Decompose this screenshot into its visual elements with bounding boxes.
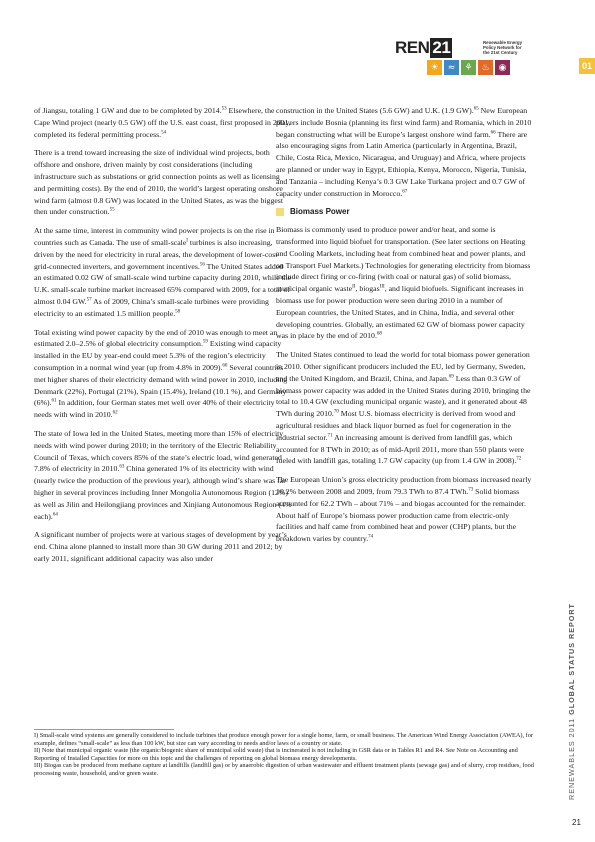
- logo-number: 21: [432, 38, 451, 57]
- logo-wordmark: [395, 38, 452, 58]
- page-number: 21: [572, 818, 581, 827]
- logo-word: REN: [395, 38, 430, 57]
- section-heading: [276, 206, 534, 218]
- logo-icons: [427, 60, 510, 75]
- report-title-vertical: RENEWABLES 2011 GLOBAL STATUS REPORT: [567, 603, 576, 800]
- chapter-tab: 01: [579, 58, 595, 74]
- paragraph: At the same time, interest in community wind power projects is on the rise in countries such as Canada. The use of small-scale$^I$ turbines is also increasing, driven by the need for electricity in rural areas, the development of lower-cost grid-connected inverters, and government incentives.$^{56}$ The United States added an estimated 0.02 GW of small-scale wind turbine capacity during 2010, while the U.K. small-scale turbine market increased 65% compared with 2009, for a total of almost 0.04 GW.$^{57}$ As of 2009, China’s small-scale turbines were providing electricity to an estimated 1.5 million people.$^{58}$: [34, 226, 292, 318]
- footnote-divider: [34, 729, 174, 730]
- footnote: III) Biogas can be produced from methane capture at landfills (landfill gas) or by anaerobic digestion of urban wastewater and effluent treatment plants (sewage gas) and of slurry, crop residues, food processing waste, household, and/or green waste.: [34, 762, 534, 777]
- right-column: [276, 105, 534, 552]
- ren21-logo: [395, 38, 525, 82]
- sun-icon: ☀: [427, 60, 442, 75]
- left-column: [34, 105, 292, 572]
- footnotes: [34, 732, 539, 778]
- wind-icon: ⚘: [461, 60, 476, 75]
- paragraph: There is a trend toward increasing the size of individual wind projects, both offshore and onshore, driven mainly by cost considerations (including infrastructure such as substations or grid connection points as well as licensing and permitting costs). By the end of 2010, the world’s largest operating onshore wind farm (almost 0.8 GW) was located in the United States, as was the biggest then under construction.$^{55}$: [34, 148, 284, 217]
- paragraph: of Jiangsu, totaling 1 GW and due to be completed by 2014.53 Elsewhere, the Cape Wind project (nearly 0.5 GW) off the U.S. east coast, first proposed in 2001, completed its federal permitting process.$^{54}$: [34, 106, 291, 139]
- paragraph: Total existing wind power capacity by the end of 2010 was enough to meet an estimated 2.0–2.5% of global electricity consumption.$^{59}$ Existing wind capacity installed in the EU by year-end could meet 5.3% of the region’s electricity consumption in a normal wind year (up from 4.8% in 2009).$^{60}$ Several countries met higher shares of their electricity demand with wind power in 2010, including Denmark (22%), Portugal (21%), Spain (15.4%), Ireland (10.1 %), and Germany (6%).$^{61}$ In addition, four German states met well over 40% of their electricity needs with wind in 2010.62: [34, 327, 288, 420]
- biomass-icon: ♨: [478, 60, 493, 75]
- footnote: I) Small-scale wind systems are generally considered to include turbines that produce enough power for a single home, farm, or small business. The American Wind Energy Association (AWEA), for example, defines “small-scale” as less than 100 kW, but size can vary according to needs and/or laws of a country or state.: [34, 732, 534, 747]
- section-title: Biomass Power: [290, 207, 350, 217]
- paragraph: A significant number of projects were at various stages of development by year’s end. China alone planned to install more than 30 GW during 2011 and 2012; by early 2011, significant additional capacity was also under: [34, 530, 287, 563]
- geothermal-icon: ◉: [495, 60, 510, 75]
- logo-tagline: Renewable Energy Policy Network for the 21st Century: [483, 40, 523, 55]
- section-marker-icon: [276, 208, 284, 216]
- footnote: II) Note that municipal organic waste (the organic/biogenic share of municipal solid waste) that is incinerated is not including in GSR data or in Tables R1 and R4. See Note on Accounting and Reporting of Installed Capacities for more on this topic and the challenges of reporting on global biomass energy developments.: [34, 747, 518, 762]
- paragraph: The European Union’s gross electricity production from biomass increased nearly 10.2% between 2008 and 2009, from 79.3 TWh to 87.4 TWh.$^{73}$ Solid biomass accounted for 62.2 TWh – about 71% – and biogas accounted for the remainder. About half of Europe’s biomass power production came from electric-only facilities and half came from combined heat and power (CHP) plants, but the breakdown varies by country.$^{74}$: [276, 475, 532, 544]
- paragraph: Biomass is commonly used to produce power and/or heat, and some is transformed into liquid biofuel for transportation. (See later sections on Heating and Cooling Markets, including heat from combined heat and power plants, and on Transport Fuel Markets.) Technologies for generating electricity from biomass include direct firing or co-firing (with coal or natural gas) of solid biomass, municipal organic waste$^{II}$, biogas$^{III}$, and liquid biofuels. Significant increases in biomass use for power production were seen during 2010 in a number of European countries, the United States, and in China, India, and several other developing countries. Globally, an estimated 62 GW of biomass power capacity was in place by the end of 2010.68: [276, 225, 531, 341]
- paragraph: construction in the United States (5.6 GW) and U.K. (1.9 GW).$^{65}$ New European players include Bosnia (planning its first wind farm) and Romania, which in 2010 began constructing what will be Europe’s largest onshore wind farm.$^{66}$ There are also encouraging signs from Latin America (particularly in Argentina, Brazil, Chile, Costa Rica, Mexico, Nicaragua, and Uruguay) and Africa, where projects are planned or under way in Egypt, Ethiopia, Kenya, Morocco, Nigeria, Tunisia, and Tanzania – including Kenya’s 0.3 GW Lake Turkana project and 0.7 GW of capacity under construction in Morocco.$^{67}$: [276, 106, 532, 198]
- water-icon: ≈: [444, 60, 459, 75]
- paragraph: The United States continued to lead the world for total biomass power generation in 2010. Other significant producers included the EU, led by Germany, Sweden, and the United Kingdom, and Brazil, China, and Japan.$^{69}$ Less than 0.3 GW of biomass power capacity was added in the United States during 2010, bringing the total to 10.4 GW (excluding municipal organic waste), and it generated about 48 TWh during 2010.70 Most U.S. biomass electricity is derived from wood and agricultural residues and black liquor burned as fuel for cogeneration in the industrial sector.$^{71}$ An increasing amount is derived from landfill gas, which accounted for 8 TWh in 2010; as of mid-April 2011, more than 550 plants were fueled with landfill gas, totaling 1.7 GW capacity (up from 1.4 GW in 2008).$^{72}$: [276, 350, 531, 466]
- paragraph: The state of Iowa led in the United States, meeting more than 15% of electricity needs with wind power during 2010; in the territory of the Electric Reliability Council of Texas, which covers 85% of the state’s electric load, wind generated 7.8% of electricity in 2010.63 China generated 1% of its electricity with wind (nearly twice the production of the previous year), although wind’s share was far higher in several provinces including Inner Mongolia Autonomous Region (12%) as well as Jilin and Heilongjiang provinces and Xinjiang Autonomous Region (4% each).$^{64}$: [34, 428, 292, 521]
